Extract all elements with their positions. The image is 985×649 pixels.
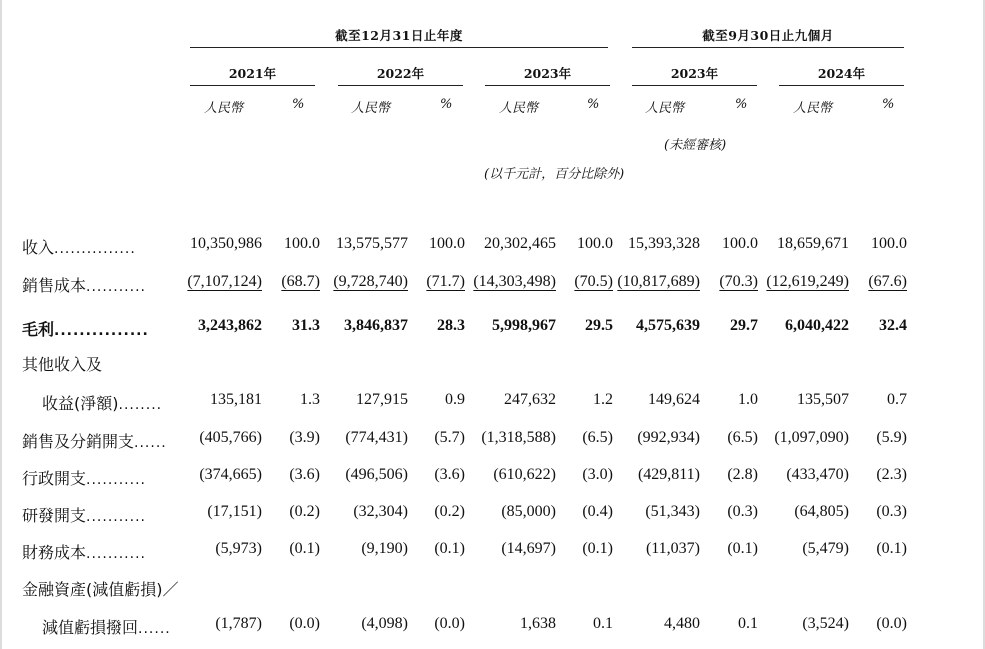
percent-cell: (3.6): [289, 466, 320, 483]
leader-dots: ......: [138, 621, 171, 637]
group-header-annual: 截至12月31日止年度: [335, 28, 463, 43]
currency-header: 人民幣: [793, 101, 833, 116]
percent-cell: (0.2): [289, 503, 320, 520]
amount-cell: (405,766): [199, 429, 262, 446]
amount-cell: 15,393,328: [628, 235, 700, 252]
currency-header: 人民幣: [499, 101, 539, 116]
row-label-gross-profit: 毛利...............: [22, 320, 149, 339]
percent-cell: (0.0): [434, 615, 465, 632]
amount-cell: 18,659,671: [777, 235, 849, 252]
percent-header: %: [587, 97, 600, 112]
amount-cell: 4,575,639: [636, 317, 700, 334]
amount-cell: (1,787): [215, 615, 262, 632]
group-rule-nine-month: [632, 47, 904, 48]
units-note: (以千元計，百分比除外): [484, 167, 625, 182]
amount-cell: (7,107,124): [187, 273, 262, 290]
leader-dots: ...........: [86, 509, 146, 525]
amount-cell: (11,037): [645, 540, 700, 557]
unaudited-note: (未經審核): [664, 138, 727, 153]
row-label-impairment-line2: 減值虧損撥回......: [42, 618, 171, 637]
percent-cell: (6.5): [727, 429, 758, 446]
percent-cell: (5.9): [876, 429, 907, 446]
leader-dots: ...........: [86, 472, 146, 488]
percent-cell: 1.3: [300, 391, 320, 408]
leader-dots: ...........: [86, 546, 146, 562]
percent-cell: 0.1: [738, 615, 758, 632]
percent-cell: (2.3): [876, 466, 907, 483]
amount-cell: (32,304): [353, 503, 408, 520]
amount-cell: (14,697): [501, 540, 556, 557]
amount-cell: (51,343): [645, 503, 700, 520]
percent-cell: 100.0: [722, 235, 758, 252]
percent-cell: 1.2: [593, 391, 613, 408]
percent-cell: (0.1): [289, 540, 320, 557]
amount-cell: (610,622): [493, 466, 556, 483]
percent-cell: 29.5: [585, 317, 613, 334]
year-header: 2023年: [523, 66, 572, 81]
percent-cell: (0.3): [876, 503, 907, 520]
amount-cell: (5,479): [802, 540, 849, 557]
percent-cell: (3.9): [289, 429, 320, 446]
percent-cell: (70.3): [719, 273, 758, 290]
amount-cell: (774,431): [345, 429, 408, 446]
percent-cell: 1.0: [738, 391, 758, 408]
amount-cell: 3,243,862: [198, 317, 262, 334]
row-label-other-income-line1: 其他收入及: [22, 355, 103, 374]
percent-cell: 29.7: [730, 317, 758, 334]
percent-cell: 31.3: [292, 317, 320, 334]
percent-cell: (0.0): [876, 615, 907, 632]
percent-cell: (0.1): [727, 540, 758, 557]
amount-cell: (433,470): [786, 466, 849, 483]
currency-header: 人民幣: [645, 101, 685, 116]
row-label-revenue: 收入...............: [22, 238, 136, 257]
amount-cell: 6,040,422: [785, 317, 849, 334]
percent-cell: 0.1: [593, 615, 613, 632]
amount-cell: 10,350,986: [190, 235, 262, 252]
row-label-finance-costs: 財務成本...........: [22, 543, 146, 562]
amount-cell: (3,524): [802, 615, 849, 632]
percent-cell: 0.9: [445, 391, 465, 408]
percent-cell: (3.0): [582, 466, 613, 483]
leader-dots: ...............: [54, 241, 136, 257]
year-header: 2021年: [228, 66, 277, 81]
amount-cell: (1,318,588): [481, 429, 556, 446]
percent-cell: (5.7): [434, 429, 465, 446]
amount-cell: (85,000): [501, 503, 556, 520]
amount-cell: 3,846,837: [344, 317, 408, 334]
amount-cell: (496,506): [345, 466, 408, 483]
percent-cell: 32.4: [879, 317, 907, 334]
percent-cell: (0.3): [727, 503, 758, 520]
percent-cell: (71.7): [426, 273, 465, 290]
year-rule: [632, 85, 757, 86]
percent-cell: (70.5): [574, 273, 613, 290]
percent-cell: 100.0: [284, 235, 320, 252]
leader-dots: ...........: [86, 279, 146, 295]
amount-cell: (374,665): [199, 466, 262, 483]
percent-cell: (67.6): [868, 273, 907, 290]
percent-cell: (2.8): [727, 466, 758, 483]
year-rule: [485, 85, 610, 86]
year-header: 2022年: [376, 66, 425, 81]
percent-cell: (68.7): [281, 273, 320, 290]
amount-cell: (1,097,090): [774, 429, 849, 446]
percent-cell: (0.1): [876, 540, 907, 557]
amount-cell: 135,181: [210, 391, 262, 408]
percent-cell: 100.0: [429, 235, 465, 252]
row-label-cost-of-sales: 銷售成本...........: [22, 276, 146, 295]
amount-cell: (9,728,740): [333, 273, 408, 290]
group-rule-annual: [190, 47, 608, 48]
row-label-impairment-line1: 金融資產(減值虧損)／: [22, 580, 179, 599]
year-rule: [190, 85, 315, 86]
percent-cell: (0.2): [434, 503, 465, 520]
left-page-edge: [0, 0, 2, 649]
percent-cell: (3.6): [434, 466, 465, 483]
row-label-other-income-line2: 收益(淨額)........: [42, 394, 163, 413]
year-header: 2024年: [817, 66, 866, 81]
amount-cell: (17,151): [207, 503, 262, 520]
amount-cell: (429,811): [637, 466, 700, 483]
leader-dots: ...............: [54, 323, 149, 339]
year-rule: [338, 85, 463, 86]
amount-cell: 20,302,465: [484, 235, 556, 252]
year-rule: [779, 85, 904, 86]
percent-cell: 0.7: [887, 391, 907, 408]
amount-cell: 13,575,577: [336, 235, 408, 252]
amount-cell: 5,998,967: [492, 317, 556, 334]
amount-cell: (12,619,249): [766, 273, 849, 290]
percent-cell: 28.3: [437, 317, 465, 334]
percent-header: %: [882, 97, 895, 112]
amount-cell: 4,480: [664, 615, 700, 632]
percent-cell: (0.4): [582, 503, 613, 520]
amount-cell: 127,915: [356, 391, 408, 408]
amount-cell: (9,190): [361, 540, 408, 557]
currency-header: 人民幣: [204, 101, 244, 116]
leader-dots: ......: [134, 435, 167, 451]
row-label-rd-expenses: 研發開支...........: [22, 506, 146, 525]
amount-cell: 149,624: [648, 391, 700, 408]
row-label-admin-expenses: 行政開支...........: [22, 469, 146, 488]
amount-cell: (992,934): [637, 429, 700, 446]
year-header: 2023年: [670, 66, 719, 81]
amount-cell: (5,973): [215, 540, 262, 557]
percent-header: %: [735, 97, 748, 112]
percent-header: %: [292, 97, 305, 112]
percent-cell: (0.1): [582, 540, 613, 557]
group-header-nine-month: 截至9月30日止九個月: [702, 28, 834, 43]
amount-cell: (4,098): [361, 615, 408, 632]
currency-header: 人民幣: [351, 101, 391, 116]
row-label-selling-expenses: 銷售及分銷開支......: [22, 432, 167, 451]
amount-cell: 1,638: [520, 615, 556, 632]
amount-cell: 247,632: [504, 391, 556, 408]
leader-dots: ........: [118, 397, 163, 413]
amount-cell: (10,817,689): [617, 273, 700, 290]
percent-cell: (0.1): [434, 540, 465, 557]
percent-cell: (0.0): [289, 615, 320, 632]
amount-cell: 135,507: [797, 391, 849, 408]
percent-cell: 100.0: [871, 235, 907, 252]
amount-cell: (64,805): [794, 503, 849, 520]
percent-cell: (6.5): [582, 429, 613, 446]
percent-header: %: [440, 97, 453, 112]
amount-cell: (14,303,498): [473, 273, 556, 290]
percent-cell: 100.0: [577, 235, 613, 252]
